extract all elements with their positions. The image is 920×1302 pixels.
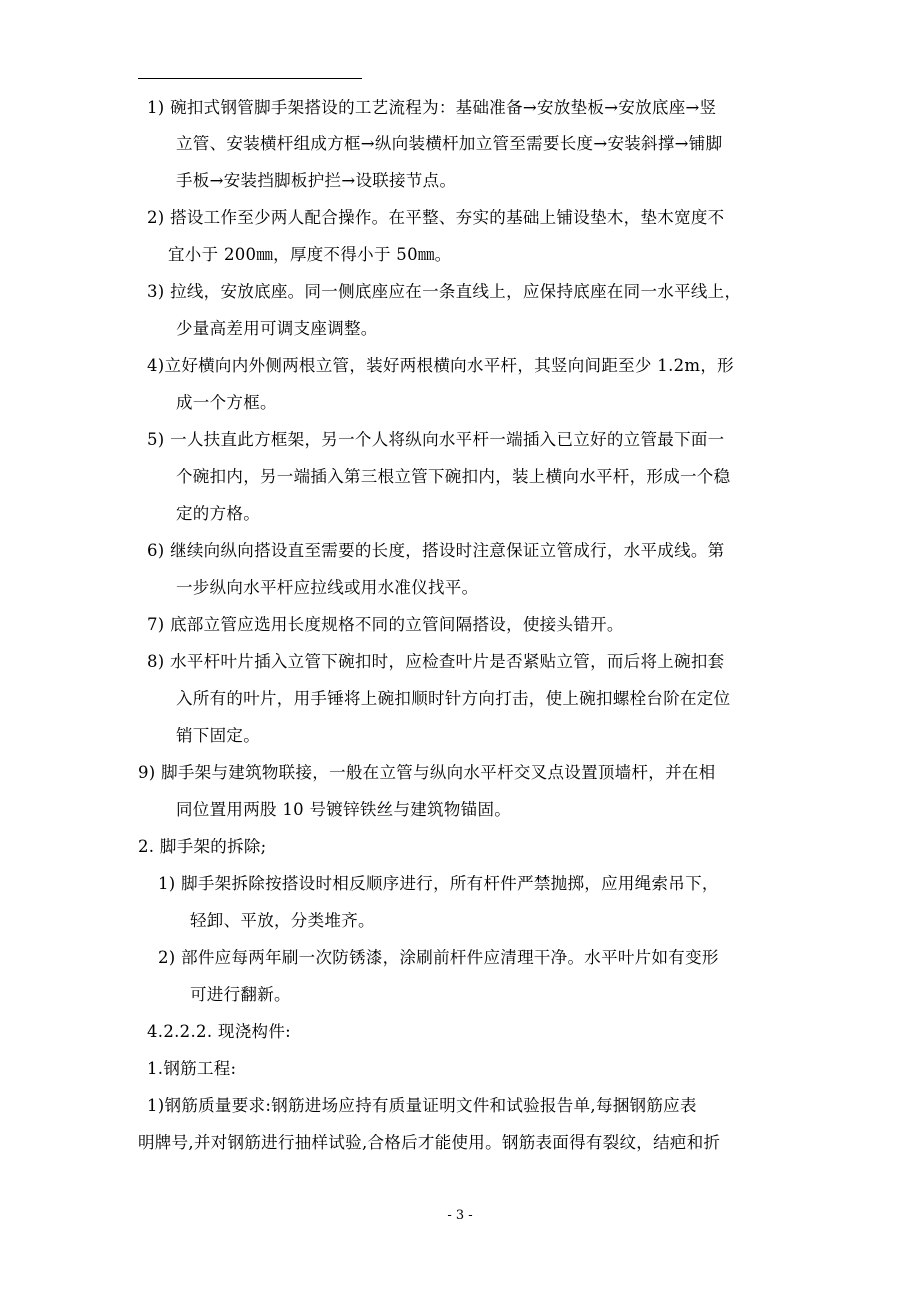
page-number: - 3 - — [447, 1208, 473, 1223]
text-line: 可进行翻新。 — [190, 985, 291, 1004]
text-line: 手板→安装挡脚板护拦→设联接节点。 — [176, 171, 457, 190]
text-line: 成一个方框。 — [176, 393, 277, 412]
text-line: 7) 底部立管应选用长度规格不同的立管间隔搭设，使接头错开。 — [147, 615, 624, 634]
text-line: 4)立好横向内外侧两根立管，装好两根横向水平杆，其竖向间距至少 1.2m，形 — [147, 356, 734, 375]
text-line: 入所有的叶片，用手锤将上碗扣顺时针方向打击，使上碗扣螺栓台阶在定位 — [176, 689, 731, 708]
text-line: 9) 脚手架与建筑物联接，一般在立管与纵向水平杆交叉点设置顶墙杆，并在相 — [138, 763, 716, 782]
text-line: 1) 碗扣式钢管脚手架搭设的工艺流程为：基础准备→安放垫板→安放底座→竖 — [147, 98, 717, 117]
text-line: 立管、安装横杆组成方框→纵向装横杆加立管至需要长度→安装斜撑→铺脚 — [176, 134, 723, 153]
text-line: 同位置用两股 10 号镀锌铁丝与建筑物锚固。 — [176, 800, 512, 819]
text-line: 个碗扣内，另一端插入第三根立管下碗扣内，装上横向水平杆，形成一个稳 — [176, 467, 731, 486]
header-rule — [138, 78, 362, 79]
text-line: 宜小于 200㎜，厚度不得小于 50㎜。 — [168, 245, 452, 264]
text-line: 轻卸、平放，分类堆齐。 — [190, 911, 375, 930]
text-line: 销下固定。 — [176, 726, 260, 745]
text-line: 2) 搭设工作至少两人配合操作。在平整、夯实的基础上铺设垫木，垫木宽度不 — [147, 208, 725, 227]
text-line: 明牌号,并对钢筋进行抽样试验,合格后才能使用。钢筋表面得有裂纹，结疤和折 — [138, 1133, 721, 1152]
text-line: 3) 拉线，安放底座。同一侧底座应在一条直线上，应保持底座在同一水平线上， — [147, 282, 742, 301]
text-line: 1)钢筋质量要求:钢筋进场应持有质量证明文件和试验报告单,每捆钢筋应表 — [147, 1096, 697, 1115]
text-line: 1) 脚手架拆除按搭设时相反顺序进行，所有杆件严禁抛掷，应用绳索吊下， — [158, 874, 719, 893]
text-line: 1.钢筋工程: — [147, 1059, 237, 1078]
text-line: 8) 水平杆叶片插入立管下碗扣时，应检查叶片是否紧贴立管，而后将上碗扣套 — [147, 652, 725, 671]
text-line: 4.2.2.2. 现浇构件: — [147, 1022, 291, 1041]
text-line: 2. 脚手架的拆除; — [138, 837, 267, 856]
text-line: 一步纵向水平杆应拉线或用水准仪找平。 — [176, 578, 479, 597]
text-line: 6) 继续向纵向搭设直至需要的长度，搭设时注意保证立管成行，水平成线。第 — [147, 541, 725, 560]
text-line: 定的方格。 — [176, 504, 260, 523]
text-line: 2) 部件应每两年刷一次防锈漆，涂刷前杆件应清理干净。水平叶片如有变形 — [158, 948, 719, 967]
text-line: 少量高差用可调支座调整。 — [176, 319, 378, 338]
text-line: 5) 一人扶直此方框架，另一个人将纵向水平杆一端插入已立好的立管最下面一 — [147, 430, 725, 449]
